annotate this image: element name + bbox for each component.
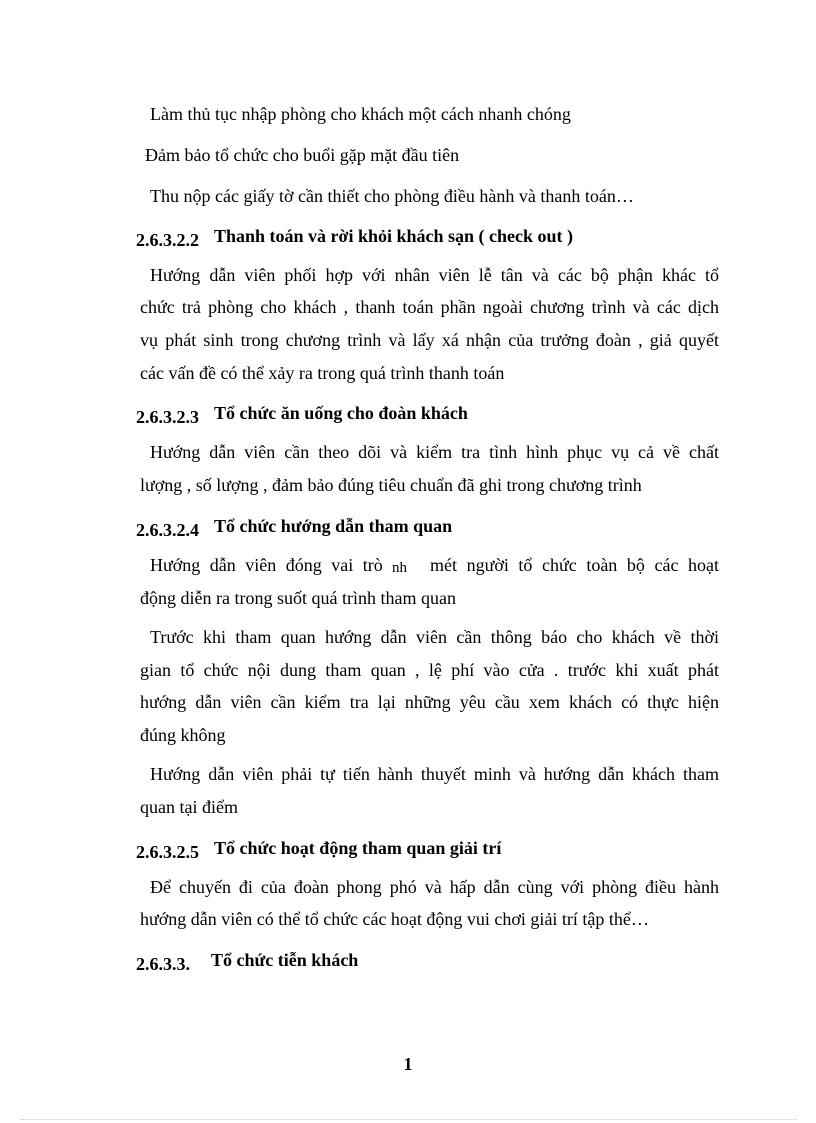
text-line: Làm thủ tục nhập phòng cho khách một cách nhanh chóng xyxy=(150,104,571,124)
text-line: vụ phát sinh trong chương trình và lấy xá nhận của trưởng đoàn , giả quyết xyxy=(140,330,719,350)
text-line: Hướng dẫn viên phối hợp với nhân viên lễ tân và các bộ phận khác tổ xyxy=(150,265,719,285)
text-line: gian tổ chức nội dung tham quan , lệ phí vào cửa . trước khi xuất phát xyxy=(140,660,719,680)
section-heading xyxy=(136,838,502,864)
section-number: 2.6.3.2.3 xyxy=(136,407,199,427)
section-title: Tổ chức hoạt động tham quan giải trí xyxy=(214,838,502,858)
section-number: 2.6.3.3. xyxy=(136,954,190,974)
text-line: Trước khi tham quan hướng dẫn viên cần thông báo cho khách về thời xyxy=(150,627,719,647)
text-line: quan tại điểm xyxy=(140,797,238,817)
inline-fragment: nh xyxy=(392,560,407,576)
text-line: hướng dẫn viên có thể tổ chức các hoạt động vui chơi giải trí tập thể… xyxy=(140,909,649,929)
text-line: hướng dẫn viên cần kiểm tra lại những yêu cầu xem khách có thực hiện xyxy=(140,692,719,712)
text-line: mét người tổ chức toàn bộ các hoạt xyxy=(430,555,719,575)
section-number: 2.6.3.2.2 xyxy=(136,230,199,250)
section-heading xyxy=(136,516,453,542)
text-line: chức trả phòng cho khách , thanh toán phần ngoài chương trình và các dịch xyxy=(140,297,719,317)
text-line: Hướng dẫn viên cần theo dõi và kiểm tra tình hình phục vụ cả về chất xyxy=(150,442,719,462)
text-line: Hướng dẫn viên đóng vai trò xyxy=(150,555,383,575)
text-line: Đảm bảo tổ chức cho buổi gặp mặt đầu tiên xyxy=(145,145,460,165)
section-number: 2.6.3.2.4 xyxy=(136,520,199,540)
section-title: Tổ chức hướng dẫn tham quan xyxy=(214,516,453,536)
text-line: Hướng dẫn viên phải tự tiến hành thuyết minh và hướng dẫn khách tham xyxy=(150,764,719,784)
section-title: Tổ chức ăn uống cho đoàn khách xyxy=(214,403,468,423)
section-title: Thanh toán và rời khỏi khách sạn ( check out ) xyxy=(214,226,574,246)
text-line: động diễn ra trong suốt quá trình tham quan xyxy=(140,588,456,608)
section-heading xyxy=(136,226,574,252)
page-number: 1 xyxy=(403,1054,413,1074)
section-title: Tổ chức tiễn khách xyxy=(211,950,359,970)
section-heading xyxy=(136,950,359,976)
text-line: Để chuyến đi của đoàn phong phó và hấp dẫn cùng với phòng điều hành xyxy=(150,877,719,897)
footer-divider xyxy=(20,1119,796,1120)
text-line: Thu nộp các giấy tờ cần thiết cho phòng điều hành và thanh toán… xyxy=(150,186,634,206)
text-line: lượng , số lượng , đảm bảo đúng tiêu chuẩn đã ghi trong chương trình xyxy=(140,475,642,495)
section-number: 2.6.3.2.5 xyxy=(136,842,199,862)
section-heading xyxy=(136,403,468,429)
text-line: đúng không xyxy=(140,725,226,745)
text-line: các vấn đề có thể xảy ra trong quá trình thanh toán xyxy=(140,363,505,383)
